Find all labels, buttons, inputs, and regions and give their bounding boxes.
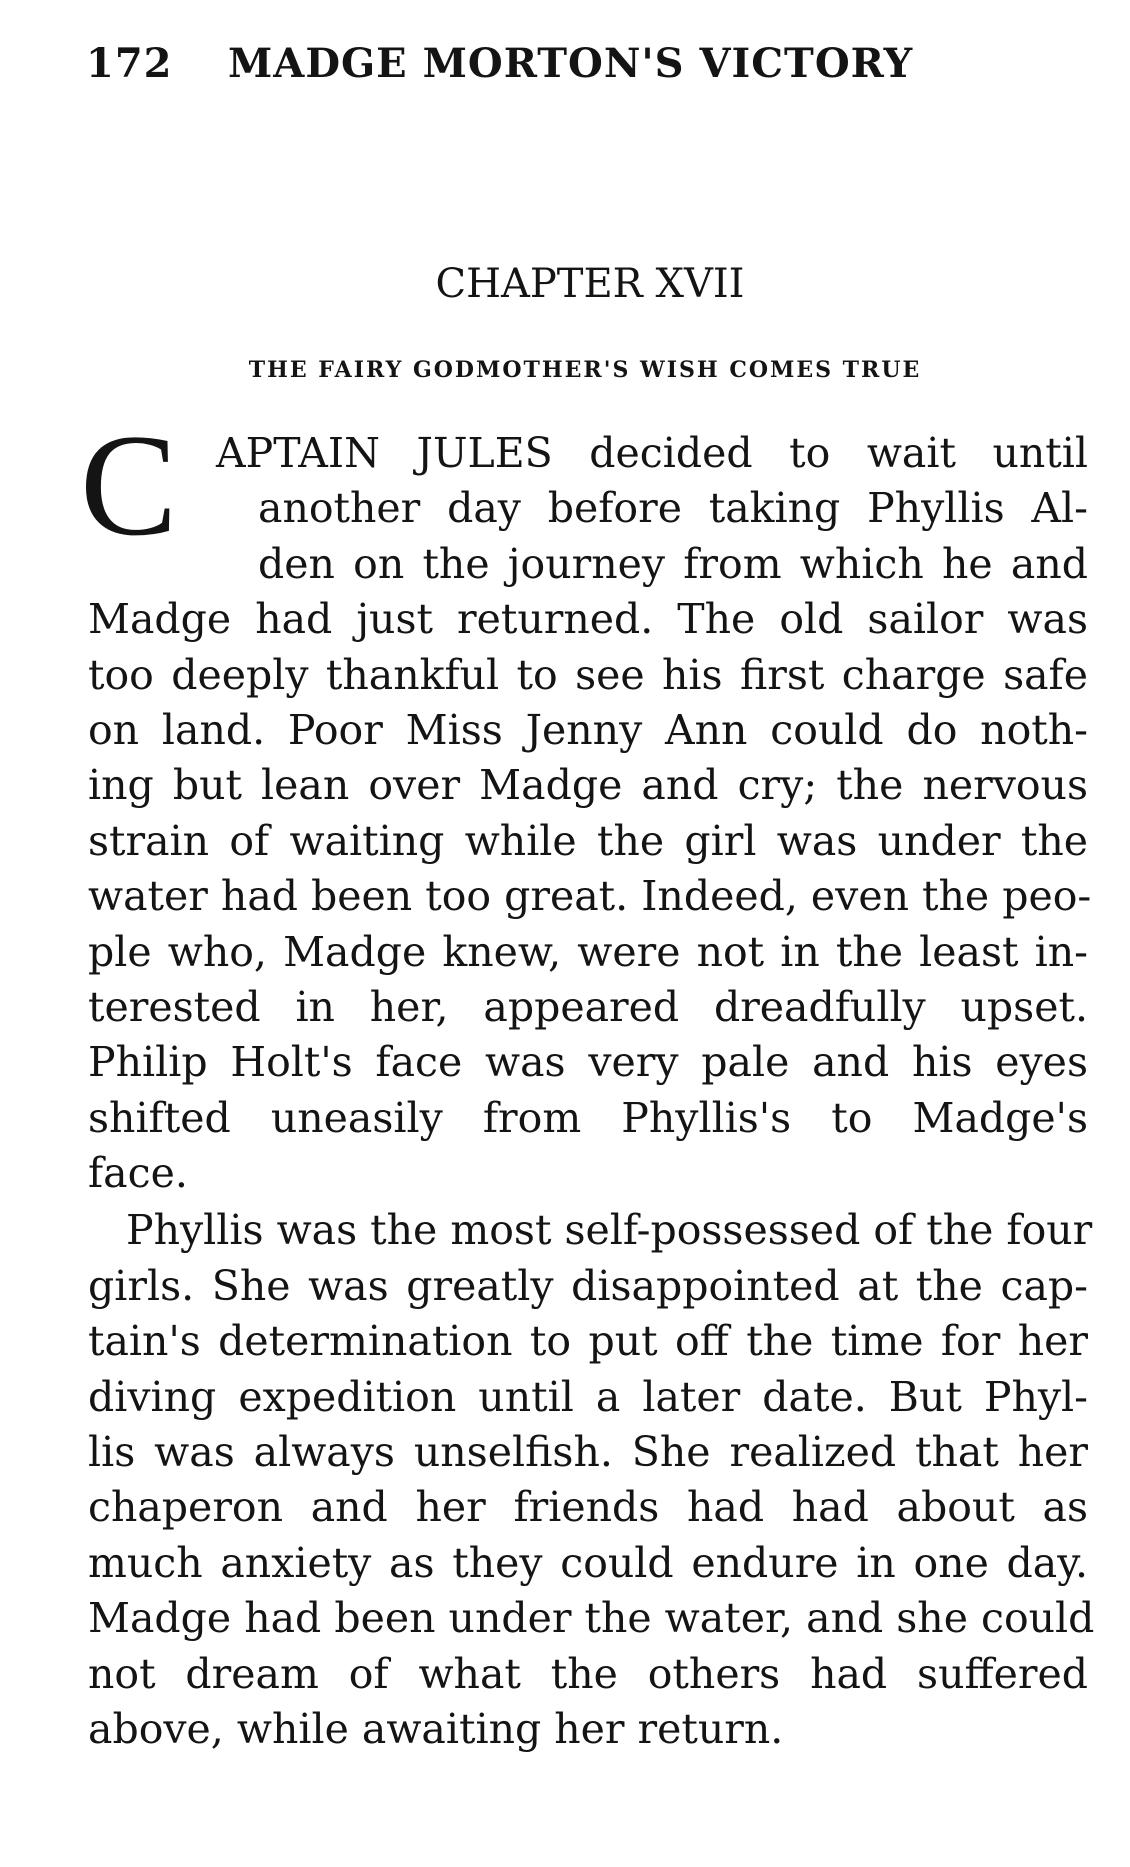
book-title: MADGE MORTON'S VICTORY [228,40,914,87]
text-line: lis was always unselfish. She realized that her [88,1428,1088,1477]
paragraph-1 [88,426,1092,1201]
text-line: APTAIN JULES decided to wait until [216,429,1088,477]
drop-cap: C [80,404,178,566]
body-text [88,426,1095,1757]
text-line: Madge had been under the water, and she could [88,1594,1095,1643]
text-line: above, while awaiting her return. [88,1704,784,1753]
text-line: much anxiety as they could endure in one day. [88,1538,1088,1587]
text-line: terested in her, appeared dreadfully upset. [88,982,1088,1031]
text-line: strain of waiting while the girl was under the [88,816,1088,865]
paragraph-2 [88,1203,1095,1757]
text-line: chaperon and her friends had had about as [88,1483,1088,1532]
text-line: not dream of what the others had suffered [88,1649,1088,1698]
text-line: on land. Poor Miss Jenny Ann could do noth- [88,705,1088,754]
text-line: shifted uneasily from Phyllis's to Madge's [88,1093,1088,1142]
text-line: den on the journey from which he and [258,539,1088,588]
text-line: girls. She was greatly disappointed at the cap- [88,1261,1088,1310]
text-line: Philip Holt's face was very pale and his eyes [88,1038,1088,1087]
text-line: Madge had just returned. The old sailor was [88,595,1088,644]
text-line: water had been too great. Indeed, even the peo- [88,872,1092,921]
running-head [86,40,986,100]
chapter-title: THE FAIRY GODMOTHER'S WISH COMES TRUE [248,357,922,383]
text-line: too deeply thankful to see his first charge safe [88,650,1088,699]
page-number: 172 [86,40,173,87]
text-line: diving expedition until a later date. But Phyl- [88,1372,1088,1421]
text-line: another day before taking Phyllis Al- [258,484,1088,533]
text-line: ple who, Madge knew, were not in the least in- [88,927,1088,976]
text-line: face. [88,1149,188,1198]
text-line: tain's determination to put off the time for her [88,1317,1088,1366]
text-line: ing but lean over Madge and cry; the nervous [88,761,1088,810]
text-line: Phyllis was the most self-possessed of the four [126,1206,1093,1255]
chapter-number: CHAPTER XVII [435,261,745,307]
